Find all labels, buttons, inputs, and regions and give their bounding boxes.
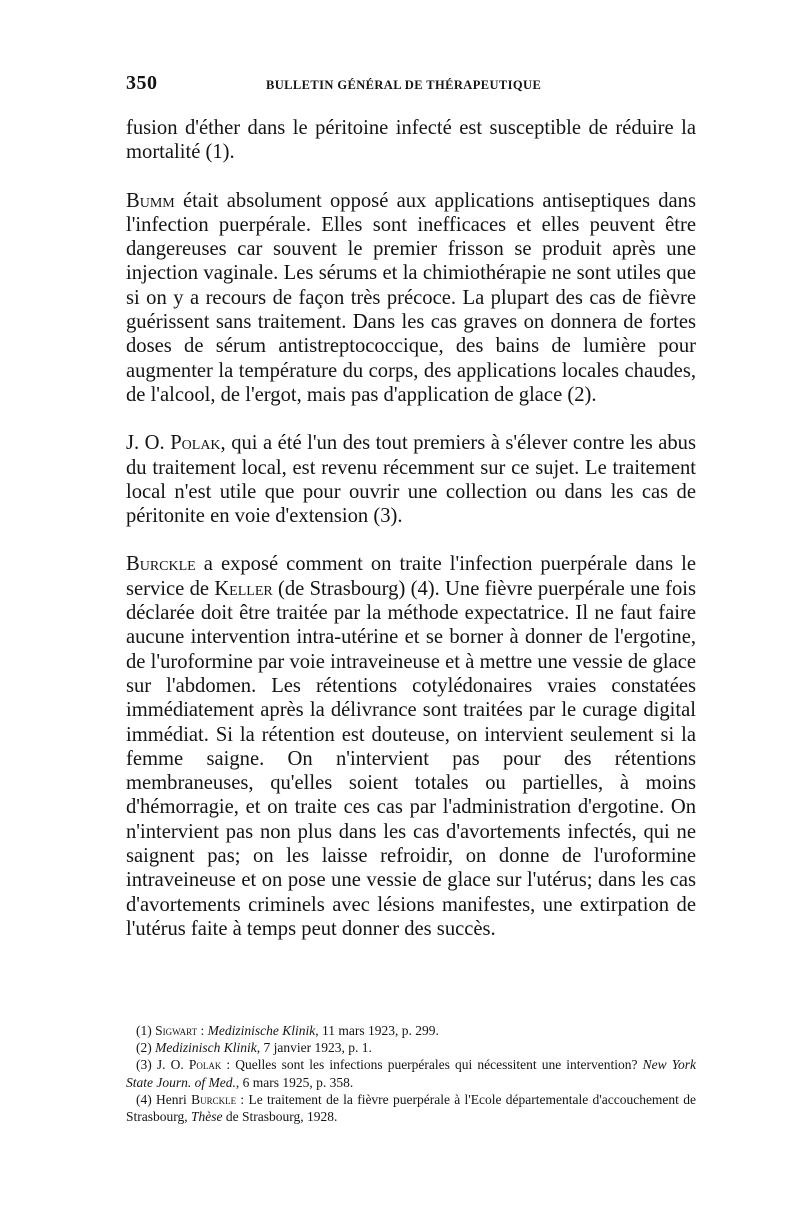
footnote-rest: , 7 janvier 1923, p. 1. (256, 1040, 372, 1056)
paragraph-text: , qui a été l'un des tout premiers à s'élever contre les abus du traitement local, est revenu récemment sur ce sujet. Le traitement local n'est utile que pour ouvrir une collection ou dans les cas de péritonite en voie d'extension (3). (126, 432, 696, 528)
paragraph-2 (126, 189, 696, 408)
running-title: BULLETIN GÉNÉRAL DE THÉRAPEUTIQUE (266, 78, 542, 92)
paragraph-1 (126, 116, 696, 165)
footnote-source: Medizinische Klinik (207, 1023, 316, 1038)
author-initials: J. O. (126, 432, 171, 455)
footnote-separator: : (221, 1057, 236, 1073)
footnote-1 (126, 1022, 696, 1039)
footnote-mark: (2) (136, 1040, 156, 1056)
paragraph-text: (de Strasbourg) (4). Une fièvre puerpérale une fois déclarée doit être traitée par la méthode expectatrice. Il ne faut faire aucune intervention intra-utérine et se borner à donner de l'ergotine, de l'uroformine par voie intraveineuse et à mettre une vessie de glace sur l'abdomen. Les rétentions cotylédonaires vraies constatées immédiatement après la délivrance sont traitées par le curage digital immédiat. Si la rétention est douteuse, on intervient seulement si la femme saigne. On n'intervient pas pour des rétentions membraneuses, qu'elles soient totales ou partielles, à moins d'hémorragie, et on traite ces cas par l'administration d'ergotine. On n'intervient pas non plus dans les cas d'avortements infectés, qui ne saignent pas; on les laisse refroidir, on donne de l'uroformine intraveineuse et on pose une vessie de glace sur l'utérus; dans les cas d'avortements criminels avec lésions manifestes, une extirpation de l'utérus faite à temps peut donner des succès. (126, 577, 696, 940)
footnote-source: Medizinisch Klinik (155, 1040, 257, 1056)
footnote-title: Quelles sont les infections puerpérales qui nécessitent une intervention? (235, 1057, 643, 1073)
footnote-title: Le traitement de la fièvre puerpérale à l'Ecole départementale d'accouchement de Strasbourg, (126, 1091, 696, 1125)
author-name: Keller (214, 577, 273, 600)
footnote-mark: (1) (136, 1023, 156, 1038)
author-name: Burckle (126, 553, 196, 576)
footnote-author: Sigwart (155, 1023, 198, 1038)
author-name: Bumm (126, 189, 175, 212)
footnote-separator: : (236, 1091, 249, 1107)
paragraph-text: fusion d'éther dans le péritoine infecté est susceptible de réduire la mortalité (1). (126, 117, 696, 164)
page-header (126, 72, 694, 102)
footnotes (126, 1022, 696, 1125)
footnote-author: Burckle (191, 1091, 237, 1107)
footnote-separator: : (197, 1023, 208, 1038)
footnote-source: New York State Journ. of Med. (126, 1057, 696, 1090)
footnote-mark: (4) Henri (136, 1091, 192, 1107)
footnote-rest: , 6 mars 1925, p. 358. (235, 1074, 354, 1090)
footnote-2 (126, 1039, 696, 1056)
paragraph-4 (126, 552, 696, 941)
paragraph-text: était absolument opposé aux applications antiseptiques dans l'infection puerpérale. Elles sont inefficaces et elles peuvent être dangereuses car souvent le premier frisson se produit après une injection vaginale. Les sérums et la chimiothérapie ne sont utiles que si on y a recours de façon très précoce. La plupart des cas de fièvre guérissent sans traitement. Dans les cas graves on donnera de fortes doses de sérum antistreptococcique, des bains de lumière pour augmenter la température du corps, des applications locales chaudes, de l'alcool, de l'ergot, mais pas d'application de glace (2). (126, 189, 696, 406)
page-number: 350 (126, 72, 158, 94)
footnote-3 (126, 1056, 696, 1090)
footnote-4 (126, 1091, 696, 1125)
footnote-rest: , 11 mars 1923, p. 299. (315, 1023, 439, 1038)
body-text (126, 116, 696, 941)
footnote-author: Polak (188, 1057, 222, 1073)
paragraph-text: a exposé comment on traite l'infection puerpérale dans le service de (126, 553, 696, 600)
footnote-source: Thèse (191, 1109, 223, 1125)
author-name: Polak (170, 432, 221, 455)
footnote-rest: de Strasbourg, 1928. (222, 1109, 338, 1125)
paragraph-3 (126, 431, 696, 528)
footnote-mark: (3) J. O. (136, 1057, 189, 1073)
